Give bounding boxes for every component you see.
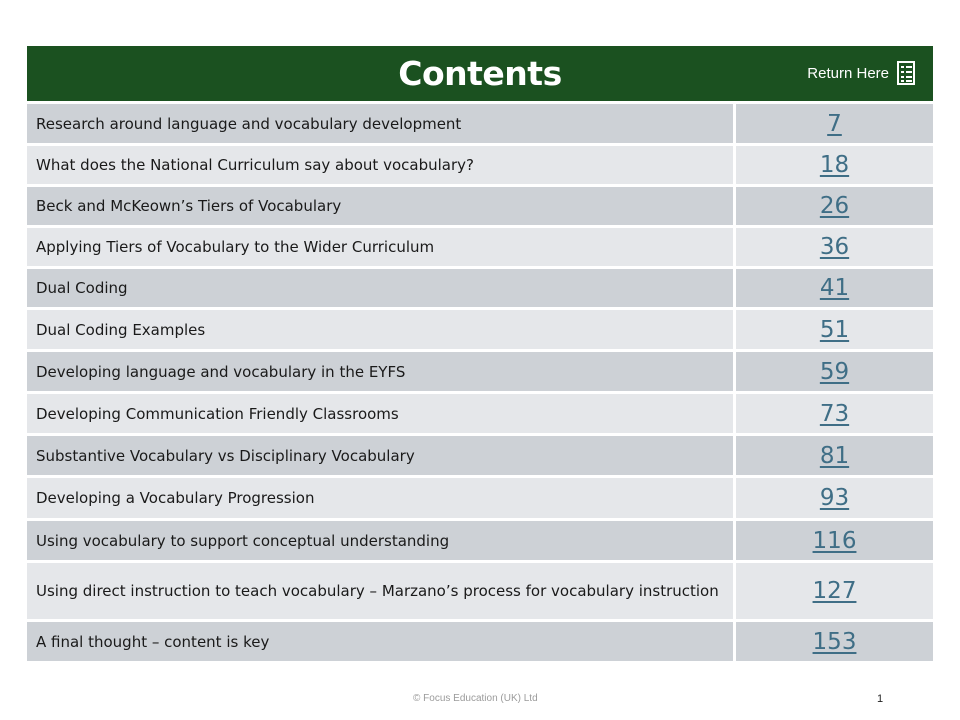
- section-title: Developing language and vocabulary in the EYFS: [27, 352, 736, 391]
- table-row: [27, 101, 933, 143]
- section-title: Research around language and vocabulary development: [27, 104, 736, 143]
- table-row: [27, 433, 933, 475]
- return-here-button[interactable]: [807, 58, 915, 88]
- page-link[interactable]: 36: [819, 234, 850, 260]
- section-title: Developing a Vocabulary Progression: [27, 478, 736, 518]
- section-title: Using direct instruction to teach vocabulary – Marzano’s process for vocabulary instruction: [27, 563, 736, 619]
- table-row: [27, 560, 933, 619]
- section-title: Substantive Vocabulary vs Disciplinary Vocabulary: [27, 436, 736, 475]
- section-title: Developing Communication Friendly Classrooms: [27, 394, 736, 433]
- page-link[interactable]: 127: [812, 578, 857, 604]
- table-row: [27, 266, 933, 307]
- copyright-footer: © Focus Education (UK) Ltd: [413, 693, 538, 704]
- section-title: A final thought – content is key: [27, 622, 736, 661]
- return-here-label: Return Here: [807, 64, 889, 82]
- table-row: [27, 143, 933, 184]
- page-title: Contents: [398, 54, 562, 93]
- table-row: [27, 518, 933, 560]
- table-row: [27, 184, 933, 225]
- page-link[interactable]: 153: [812, 628, 857, 655]
- page-link[interactable]: 7: [827, 110, 842, 137]
- section-title: Applying Tiers of Vocabulary to the Wider Curriculum: [27, 228, 736, 266]
- section-title: Using vocabulary to support conceptual understanding: [27, 521, 736, 560]
- section-title: Dual Coding: [27, 269, 736, 307]
- page-link[interactable]: 41: [819, 275, 850, 301]
- table-row: [27, 225, 933, 266]
- section-title: What does the National Curriculum say about vocabulary?: [27, 146, 736, 184]
- table-row: [27, 619, 933, 661]
- table-row: [27, 307, 933, 349]
- page-number: 1: [877, 693, 884, 705]
- page-link[interactable]: 18: [819, 152, 850, 178]
- section-title: Dual Coding Examples: [27, 310, 736, 349]
- page-link[interactable]: 93: [819, 485, 850, 511]
- table-row: [27, 391, 933, 433]
- page-link[interactable]: 59: [819, 358, 850, 385]
- page-link[interactable]: 116: [812, 527, 857, 554]
- contents-table: [27, 101, 933, 661]
- table-row: [27, 475, 933, 518]
- page-link[interactable]: 26: [819, 193, 850, 219]
- table-row: [27, 349, 933, 391]
- page-link[interactable]: 73: [819, 400, 850, 427]
- list-document-icon: [897, 61, 915, 85]
- page-link[interactable]: 51: [819, 316, 850, 343]
- section-title: Beck and McKeown’s Tiers of Vocabulary: [27, 187, 736, 225]
- page-link[interactable]: 81: [819, 442, 850, 469]
- contents-header: [27, 46, 933, 101]
